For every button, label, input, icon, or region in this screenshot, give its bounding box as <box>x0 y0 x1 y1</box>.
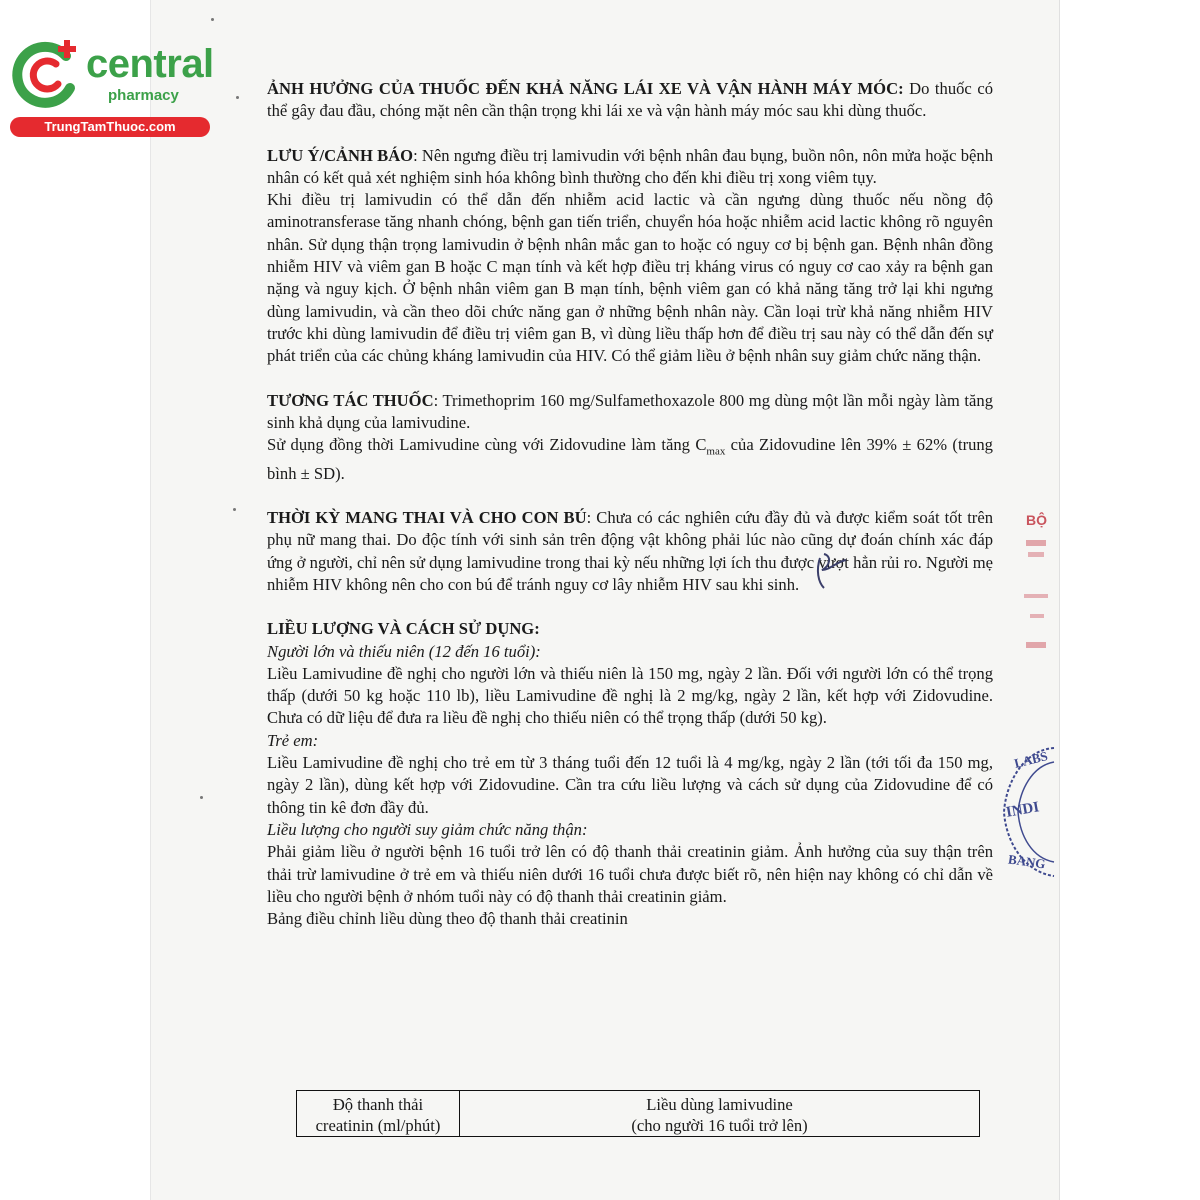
interactions-title: TƯƠNG TÁC THUỐC <box>267 390 434 410</box>
logo-url-badge[interactable]: TrungTamThuoc.com <box>10 117 210 137</box>
children-heading: Trẻ em: <box>267 730 319 750</box>
table-header-clearance: Độ thanh thải creatinin (ml/phút) <box>297 1091 460 1137</box>
table-header-dose: Liều dùng lamivudine (cho người 16 tuổi trở lên) <box>460 1091 980 1137</box>
leaflet-text <box>267 78 993 930</box>
pharmacy-c-cross-icon <box>10 36 86 112</box>
table-header-row <box>297 1091 980 1137</box>
pregnancy-title: THỜI KỲ MANG THAI VÀ CHO CON BÚ <box>267 508 587 528</box>
interactions-paragraph-2: Sử dụng đồng thời Lamivudine cùng với Zidovudine làm tăng $C_{max}$ của Zidovudine lên 39% ± 62% (trung bình ± SD). <box>267 435 993 483</box>
round-company-stamp <box>994 742 1056 882</box>
warnings-body: : Nên ngưng điều trị lamivudin với bệnh nhân đau bụng, buồn nôn, nôn mửa hoặc bệnh nhân có kết quả xét nghiệm sinh hóa không bình thường cho đến khi điều trị xong viêm tụy. <box>267 145 993 187</box>
signature-mark <box>806 548 862 596</box>
warnings-paragraph-2: Khi điều trị lamivudin có thể dẫn đến nhiễm acid lactic và cần ngưng dùng thuốc nếu nồng độ aminotransferase tăng nhanh chóng, bệnh gan tiến triển, chuyển hóa hoặc nhiễm acid lactic không rõ nguyên nhân. Sử dụng thận trọng lamivudin ở bệnh nhân mắc gan to hoặc có nguy cơ bị bệnh gan. Bệnh nhân đồng nhiễm HIV và viêm gan B hoặc C mạn tính và kết hợp điều trị kháng virus có nguy cơ cao xảy ra bệnh gan nặng và nguy kịch. Ở bệnh nhân viêm gan B mạn tính, bệnh viêm gan có khả năng tăng trở lại khi ngưng dùng lamivudin, và cần theo dõi chức năng gan ở những bệnh nhân này. Cần loại trừ khả năng nhiễm HIV trước khi dùng lamivudin để điều trị viêm gan B, vì dùng liều thấp hơn để điều trị sau này có thể dẫn đến sự phát triển của các chủng kháng lamivudin của HIV. Có thể giảm liều ở bệnh nhân suy giảm chức năng thận. <box>267 190 993 366</box>
seal-text: BỘ <box>1026 512 1047 528</box>
cmax-subscript: max <box>706 445 726 458</box>
dose-adjustment-table <box>296 1090 980 1137</box>
stamp-text-top: LABS <box>1012 748 1050 771</box>
stamp-text-middle: INDI <box>1004 799 1041 821</box>
interactions-body: : Trimethoprim 160 mg/Sulfamethoxazole 800 mg dùng một lần mỗi ngày làm tăng sinh khả dụng của lamivudine. <box>267 390 993 432</box>
scan-speck <box>233 508 236 511</box>
scan-speck <box>200 796 203 799</box>
logo-brand: central <box>86 42 214 86</box>
scan-speck <box>236 96 239 99</box>
red-seal-stamp <box>1016 510 1050 670</box>
pregnancy-section <box>267 507 993 596</box>
driving-section <box>267 78 993 123</box>
stamp-text-bottom: BANG <box>1007 851 1047 872</box>
central-pharmacy-logo[interactable] <box>8 34 218 139</box>
dosage-title: LIỀU LƯỢNG VÀ CÁCH SỬ DỤNG: <box>267 619 540 639</box>
adults-heading: Người lớn và thiếu niên (12 đến 16 tuổi): <box>267 641 541 661</box>
logo-subtitle: pharmacy <box>108 87 179 104</box>
warnings-section <box>267 145 993 190</box>
driving-body: Do thuốc có thể gây đau đầu, chóng mặt nên cần thận trọng khi lái xe và vận hành máy móc sau khi dùng thuốc. <box>267 79 993 121</box>
scan-speck <box>211 18 214 21</box>
warnings-title: LƯU Ý/CẢNH BÁO <box>267 145 414 165</box>
pregnancy-body: : Chưa có các nghiên cứu đầy đủ và được kiểm soát tốt trên phụ nữ mang thai. Do độc tính với sinh sản trên động vật không phải lúc nào cũng dự đoán chính xác đáp ứng ở người, chỉ nên sử dụng lamivudine trong thai kỳ nếu những lợi ích thu được vượt hẳn rủi ro. Người mẹ nhiễm HIV không nên cho con bú để tránh nguy cơ lây nhiễm HIV sau khi sinh. <box>267 508 993 594</box>
table-caption: Bảng điều chỉnh liều dùng theo độ thanh thải creatinin <box>267 909 628 929</box>
renal-body: Phải giảm liều ở người bệnh 16 tuổi trở lên có độ thanh thải creatinin giảm. Ảnh hưởng của suy thận trên thải trừ lamivudine ở trẻ em và thiếu niên dưới 16 tuổi chưa được biết rõ, nên hiện nay không có chỉ dẫn về liều cho người bệnh ở nhóm tuổi này có độ thanh thải creatinin giảm. <box>267 842 993 906</box>
driving-title: ẢNH HƯỞNG CỦA THUỐC ĐẾN KHẢ NĂNG LÁI XE VÀ VẬN HÀNH MÁY MÓC: <box>267 79 904 98</box>
interactions-section <box>267 390 993 435</box>
children-body: Liều Lamivudine đề nghị cho trẻ em từ 3 tháng tuổi đến 12 tuổi là 4 mg/kg, ngày 2 lần (tới tối đa 150 mg, ngày 2 lần), dùng kết hợp với Zidovudine. Cần tra cứu liều lượng và cách sử dụng của Zidovudine để có thông tin kê đơn đầy đủ. <box>267 753 993 817</box>
renal-heading: Liều lượng cho người suy giảm chức năng thận: <box>267 819 588 839</box>
red-seal-fragment-icon <box>1016 510 1050 670</box>
adults-body: Liều Lamivudine đề nghị cho người lớn và thiếu niên là 150 mg, ngày 2 lần. Đối với người lớn có thể trọng thấp (dưới 50 kg hoặc 110 lb), liều Lamivudine đề nghị là 2 mg/kg, ngày 2 lần, kết hợp với Zidovudine. Chưa có dữ liệu để đưa ra liều đề nghị cho thiếu niên có thể trọng thấp (dưới 50 kg). <box>267 663 993 728</box>
